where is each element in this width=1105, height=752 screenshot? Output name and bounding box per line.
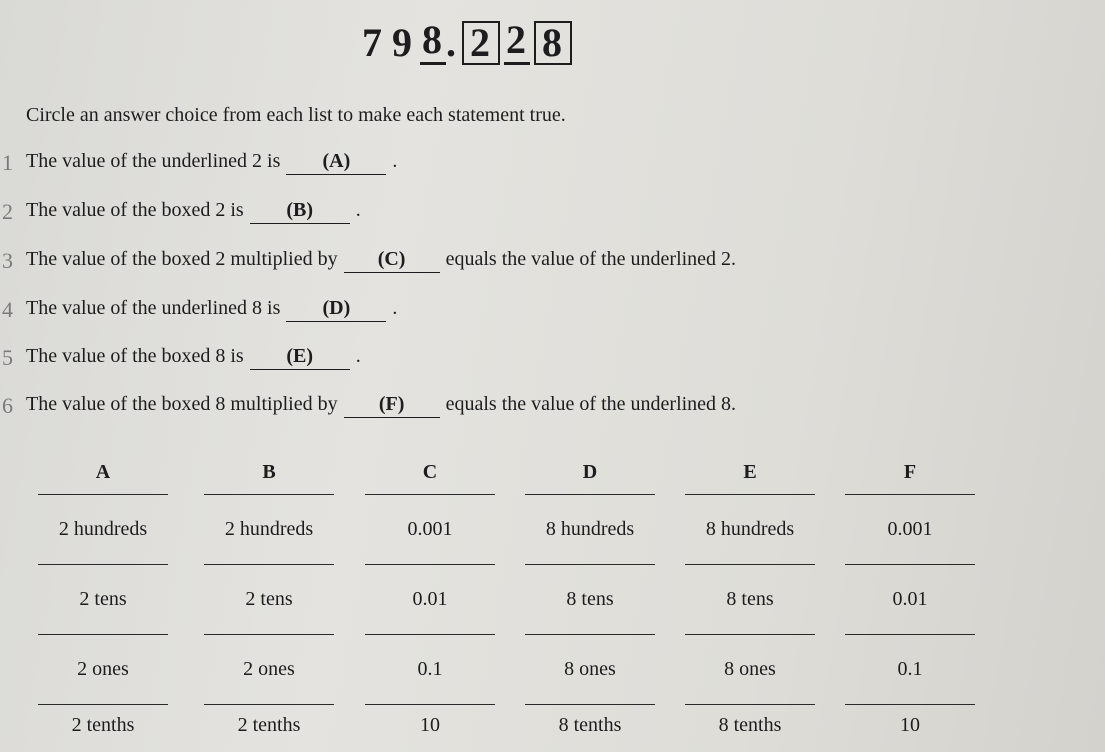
column-header: C [422, 461, 438, 483]
choice-option[interactable]: 2 ones [77, 658, 129, 680]
choice-column-a [28, 450, 178, 745]
choice-option[interactable]: 0.001 [887, 518, 933, 540]
column-header: E [743, 461, 757, 483]
choice-option[interactable]: 8 tens [726, 588, 774, 610]
answer-blank-b[interactable]: (B) [250, 199, 350, 224]
statement-number: 1 [2, 150, 13, 175]
choice-option[interactable]: 2 tens [245, 588, 293, 610]
statement-text: The value of the boxed 8 is [26, 345, 244, 367]
choice-column-b [194, 450, 344, 745]
digit-tens: 9 [392, 20, 414, 65]
statement-number: 2 [2, 199, 13, 224]
digit-hundreds: 7 [362, 20, 384, 65]
statement-2 [2, 199, 361, 224]
statement-text: The value of the boxed 2 multiplied by [26, 248, 338, 270]
choice-option[interactable]: 2 tenths [71, 714, 135, 736]
digit-hundredths-underlined: 2 [504, 18, 530, 65]
statement-text: The value of the boxed 8 multiplied by [26, 393, 338, 415]
decimal-point: . [446, 20, 458, 65]
answer-blank-e[interactable]: (E) [250, 345, 350, 370]
statement-number: 4 [2, 297, 13, 322]
statement-number: 6 [2, 393, 13, 418]
choice-option[interactable]: 2 ones [243, 658, 295, 680]
statement-1 [2, 150, 398, 175]
statement-number: 3 [2, 248, 13, 273]
choice-option[interactable]: 2 hundreds [58, 518, 148, 540]
choice-option[interactable]: 8 ones [564, 658, 616, 680]
digit-thousandths-boxed: 8 [534, 21, 572, 65]
statement-text: The value of the underlined 8 is [26, 297, 281, 319]
choice-option[interactable]: 2 tenths [237, 714, 301, 736]
answer-blank-d[interactable]: (D) [286, 297, 386, 322]
choice-option[interactable]: 10 [900, 714, 920, 736]
digit-tenths-boxed: 2 [462, 21, 500, 65]
statement-tail: . [392, 297, 398, 319]
answer-blank-f[interactable]: (F) [344, 393, 440, 418]
place-value-number [360, 18, 572, 65]
choice-option[interactable]: 8 tenths [558, 714, 622, 736]
column-header: D [582, 461, 598, 483]
choice-column-f [835, 450, 985, 745]
statement-3 [2, 248, 737, 273]
statement-tail: equals the value of the underlined 2. [445, 248, 737, 270]
choice-option[interactable]: 8 tenths [718, 714, 782, 736]
choice-column-c [355, 450, 505, 745]
choice-option[interactable]: 0.1 [417, 658, 443, 680]
instruction-text: Circle an answer choice from each list to make each statement true. [26, 104, 566, 126]
choice-option[interactable]: 2 hundreds [224, 518, 314, 540]
choice-option[interactable]: 0.01 [412, 588, 448, 610]
statement-4 [2, 297, 398, 322]
statement-tail: equals the value of the underlined 8. [445, 393, 737, 415]
statement-tail: . [392, 150, 398, 172]
statement-tail: . [355, 199, 361, 221]
choice-option[interactable]: 0.01 [892, 588, 928, 610]
statement-5 [2, 345, 361, 370]
statement-6 [2, 393, 737, 418]
answer-blank-a[interactable]: (A) [286, 150, 386, 175]
statement-text: The value of the boxed 2 is [26, 199, 244, 221]
choice-option[interactable]: 0.001 [407, 518, 453, 540]
choice-option[interactable]: 2 tens [79, 588, 127, 610]
choice-column-d [515, 450, 665, 745]
choice-column-e [675, 450, 825, 745]
choice-option[interactable]: 8 ones [724, 658, 776, 680]
column-header: B [262, 461, 276, 483]
choice-option[interactable]: 8 hundreds [705, 518, 795, 540]
answer-blank-c[interactable]: (C) [344, 248, 440, 273]
choice-option[interactable]: 0.1 [897, 658, 923, 680]
choice-option[interactable]: 8 tens [566, 588, 614, 610]
statement-number: 5 [2, 345, 13, 370]
column-header: F [903, 461, 917, 483]
column-header: A [95, 461, 111, 483]
choice-option[interactable]: 8 hundreds [545, 518, 635, 540]
statement-text: The value of the underlined 2 is [26, 150, 281, 172]
statement-tail: . [355, 345, 361, 367]
choice-option[interactable]: 10 [420, 714, 440, 736]
digit-ones-underlined: 8 [420, 18, 446, 65]
